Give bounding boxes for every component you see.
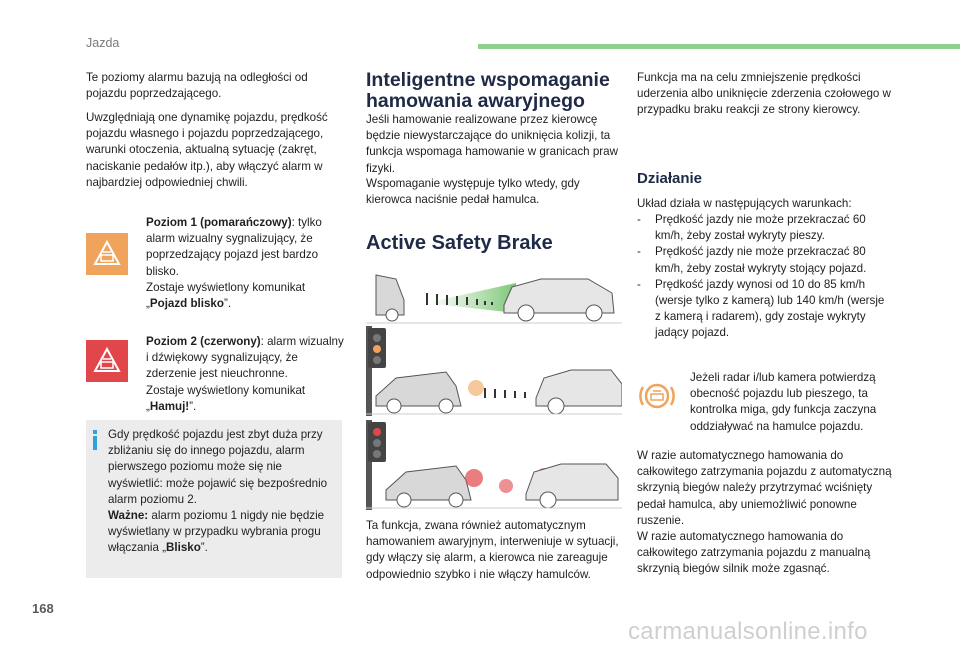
col3-paragraph-1: Funkcja ma na celu zmniejszenie prędkości uderzenia albo uniknięcie zderzenia czołowego w przypadku braku reakcji ze strony kierowcy. xyxy=(637,71,891,117)
condition-text: Prędkość jazdy wynosi od 10 do 85 km/h (wersje tylko z kamerą) lub 140 km/h (wersje z kamerą i radarem), gdy zostaje wykryty jadący pojazd. xyxy=(655,277,885,340)
level-2-text: : alarm wizualny i dźwiękowy sygnalizujący, że zderzenie jest nieuchronne. xyxy=(146,335,344,381)
level-1-msg-suffix: ”. xyxy=(223,297,232,311)
section-bar xyxy=(478,44,960,49)
conditions-list xyxy=(637,212,887,342)
list-dash: - xyxy=(637,277,641,291)
condition-item xyxy=(637,212,887,244)
condition-text: Prędkość jazdy nie może przekraczać 60 km/h, żeby został wykryty pieszy. xyxy=(655,213,866,243)
list-dash: - xyxy=(637,213,641,226)
col1-paragraph-2: Uwzględniają one dynamikę pojazdu, prędkość pojazdu własnego i pojazdu poprzedzającego, warunki otoczenia, aktualną sytuację (zakręt, naciskanie pedałów itp.), aby włączyć alarm w najbardziej odpowiedniej chwili. xyxy=(86,111,328,189)
level-1-description xyxy=(146,215,346,312)
col1-paragraph-1: Te poziomy alarmu bazują na odległości od pojazdu poprzedzającego. xyxy=(86,71,308,101)
page-number: 168 xyxy=(32,601,54,616)
info-threshold: Blisko xyxy=(166,541,201,555)
list-dash: - xyxy=(637,245,641,259)
level-2-msg: Hamuj! xyxy=(149,399,190,413)
level-2-msg-suffix: ”. xyxy=(189,399,197,413)
col3-paragraph-2: W razie automatycznego hamowania do całkowitego zatrzymania pojazdu z automatyczną skrzynią biegów należy przytrzymać wciśnięty pedał hamulca, aby uniemożliwić ponowne ruszenie. xyxy=(637,449,892,527)
level-1-msg-prefix: Zostaje wyświetlony komunikat „ xyxy=(146,280,306,311)
info-icon xyxy=(92,430,98,450)
info-text-3: ”. xyxy=(200,541,208,555)
collision-alert-red-icon xyxy=(86,340,128,382)
col3-paragraph-3: W razie automatycznego hamowania do całkowitego zatrzymania pojazdu z manualną skrzynią biegów silnik może zgasnąć. xyxy=(637,530,871,576)
warning-light-text: Jeżeli radar i/lub kamera potwierdzą obecność pojazdu lub pieszego, ta kontrolka miga, gdy funkcja zaczyna oddziaływać na hamulce pojazdu. xyxy=(690,371,877,433)
info-important: Ważne: xyxy=(108,509,149,523)
illustration-alert-red xyxy=(366,420,622,510)
conditions-intro: Układ działa w następujących warunkach: xyxy=(637,197,852,210)
col2-paragraph-3: Ta funkcja, zwana również automatycznym hamowaniem awaryjnym, interweniuje w sytuacji, gdy włączy się alarm, a kierowca nie zareaguje odpowiednio szybko i nie włączy hamulców. xyxy=(366,519,619,581)
condition-text: Prędkość jazdy nie może przekraczać 80 km/h, żeby został wykryty stojący pojazd. xyxy=(655,245,867,275)
heading-active-safety-brake: Active Safety Brake xyxy=(366,232,553,254)
info-text-2: alarm poziomu 1 nigdy nie będzie wyświetlany w przypadku wybrania progu włączania „ xyxy=(108,509,325,555)
level-1-msg: Pojazd blisko xyxy=(149,297,224,311)
heading-emergency-braking xyxy=(366,70,636,112)
illustration-alert-orange xyxy=(366,326,622,416)
condition-item xyxy=(637,244,887,276)
heading-line-2: hamowania awaryjnego xyxy=(366,90,585,112)
info-text-1: Gdy prędkość pojazdu jest zbyt duża przy zbliżaniu się do innego pojazdu, alarm pierwszego poziomu może się nie wyświetlić: może pojawić się bezpośrednio alarm poziomu 2. xyxy=(108,428,328,506)
condition-item xyxy=(637,277,887,342)
heading-line-1: Inteligentne wspomaganie xyxy=(366,69,610,91)
level-1-title: Poziom 1 (pomarańczowy) xyxy=(146,216,292,229)
level-2-title: Poziom 2 (czerwony) xyxy=(146,335,261,348)
level-2-msg-prefix: Zostaje wyświetlony komunikat „ xyxy=(146,383,306,413)
illustration-car-following xyxy=(366,265,622,325)
info-box xyxy=(86,420,342,578)
brake-warning-icon xyxy=(637,376,677,416)
section-label: Jazda xyxy=(86,36,120,50)
level-1-text: : tylko alarm wizualny sygnalizujący, że poprzedzający pojazd jest bardzo blisko. xyxy=(146,216,322,278)
col2-paragraph-2: Wspomaganie występuje tylko wtedy, gdy kierowca naciśnie pedał hamulca. xyxy=(366,177,580,207)
heading-operation: Działanie xyxy=(637,170,703,187)
info-text xyxy=(108,427,333,557)
watermark: carmanualsonline.info xyxy=(628,618,868,645)
col2-paragraph-1: Jeśli hamowanie realizowane przez kierowcę będzie niewystarczające do uniknięcia kolizji, ta funkcja wspomaga hamowanie w granicach praw fizyki. xyxy=(366,113,618,175)
collision-alert-orange-icon xyxy=(86,233,128,275)
level-2-description xyxy=(146,334,346,415)
